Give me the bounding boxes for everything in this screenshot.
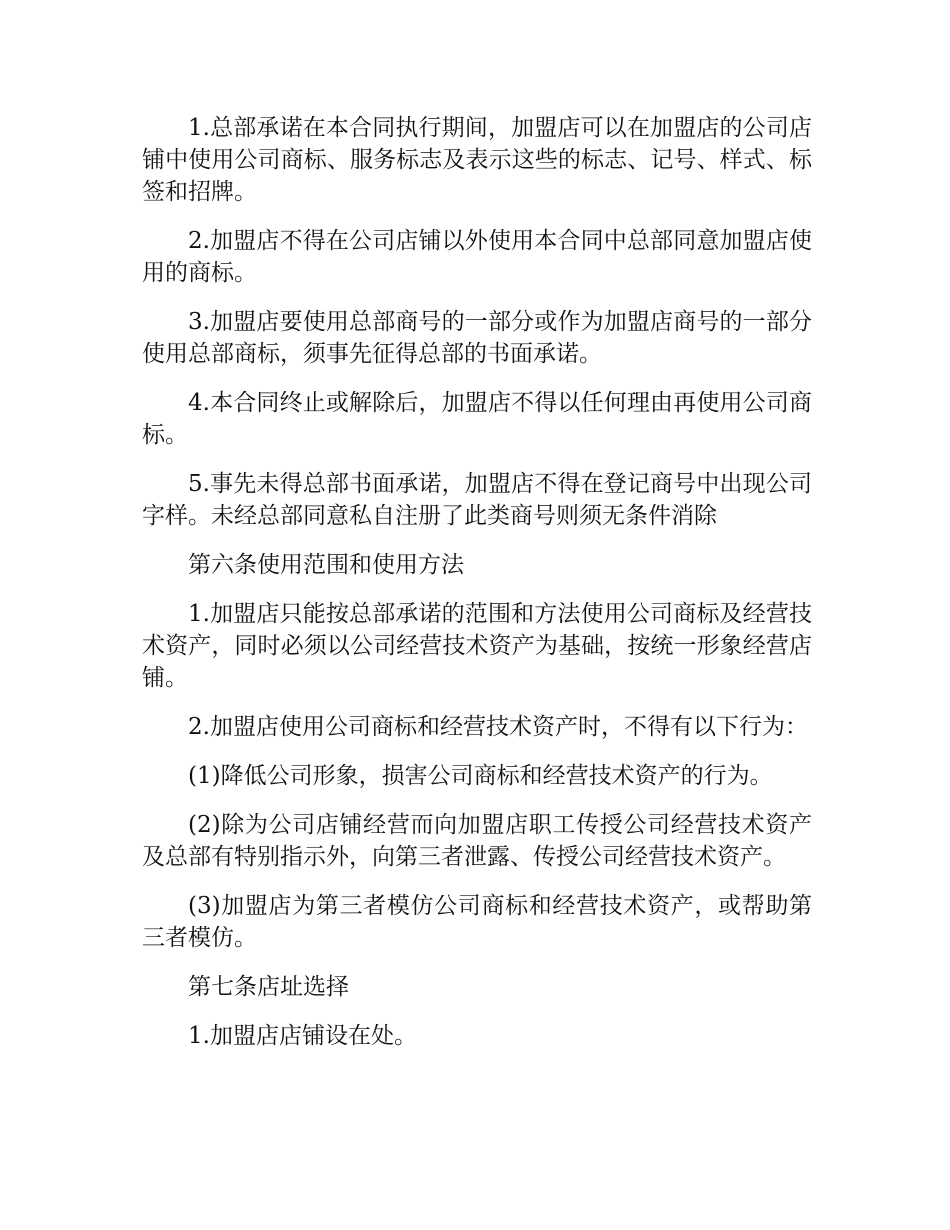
article-six-heading: 第六条使用范围和使用方法	[188, 552, 464, 578]
document-page	[142, 112, 812, 1069]
article-seven-heading: 第七条店址选择	[188, 974, 349, 1000]
clause-termination: 4.本合同终止或解除后，加盟店不得以任何理由再使用公司商标。	[142, 390, 812, 448]
clause-trademark-use: 1.总部承诺在本合同执行期间，加盟店可以在加盟店的公司店铺中使用公司商标、服务标志及表示这些的标志、记号、样式、标签和招牌。	[142, 115, 812, 205]
clause-scope: 1.加盟店只能按总部承诺的范围和方法使用公司商标及经营技术资产，同时必须以公司经营技术资产为基础，按统一形象经营店铺。	[142, 601, 812, 691]
clause-trade-name: 3.加盟店要使用总部商号的一部分或作为加盟店商号的一部分使用总部商标，须事先征得总部的书面承诺。	[142, 309, 812, 367]
clause-registration: 5.事先未得总部书面承诺，加盟店不得在登记商号中出现公司字样。未经总部同意私自注册了此类商号则须无条件消除	[142, 471, 812, 529]
clause-outside-use: 2.加盟店不得在公司店铺以外使用本合同中总部同意加盟店使用的商标。	[142, 228, 812, 286]
prohibited-item-1: (1)降低公司形象，损害公司商标和经营技术资产的行为。	[188, 763, 773, 789]
prohibited-item-3: (3)加盟店为第三者模仿公司商标和经营技术资产，或帮助第三者模仿。	[142, 893, 812, 951]
clause-prohibited: 2.加盟店使用公司商标和经营技术资产时，不得有以下行为：	[188, 714, 808, 740]
prohibited-item-2: (2)除为公司店铺经营而向加盟店职工传授公司经营技术资产及总部有特别指示外，向第三者泄露、传授公司经营技术资产。	[142, 812, 812, 870]
clause-location: 1.加盟店店铺设在处。	[188, 1023, 417, 1049]
